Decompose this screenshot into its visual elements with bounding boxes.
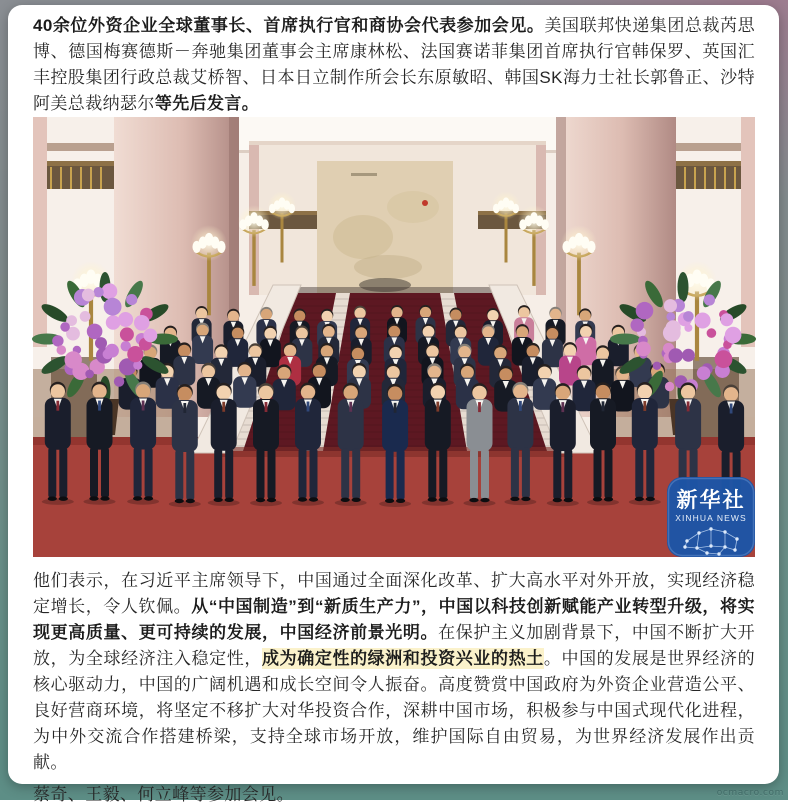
p1-bold-tail: 等先后发言。: [154, 94, 260, 113]
paragraph-1: [33, 13, 755, 117]
p2-text-2: 在保护主义加剧背景下，中国不断扩大开放，为全球经济注入稳定性，: [33, 623, 755, 668]
group-photo-illustration: [33, 117, 755, 557]
p2-text-1: 他们表示，在习近平主席领导下，中国通过全面深化改革、扩大高水平对外开放，实现经济稳定增长，令人钦佩。: [33, 571, 755, 616]
p2-text-3: 。中国的发展是世界经济的核心驱动力，中国的广阔机遇和成长空间令人振奋。高度赞赏中国政府为外资企业营造公平、良好营商环境，将坚定不移扩大对华投资合作，深耕中国市场，积极参与中国式现代化进程，为中外交流合作搭建桥梁，支持全球市场开放，维护国际自由贸易，为世界经济发展作出贡献。: [33, 649, 756, 772]
paragraph-3: 蔡奇、王毅、何立峰等参加会见。: [33, 785, 294, 804]
paragraph-2: [33, 568, 755, 776]
xinhua-badge-en: XINHUA NEWS: [675, 513, 747, 523]
watermark-text: ocmacro.com: [716, 788, 784, 798]
p2-highlighted-phrase: 成为确定性的绿洲和投资兴业的热土: [262, 649, 544, 668]
p1-regular-text: 美国联邦快递集团总裁芮思博、德国梅赛德斯－奔驰集团董事会主席康林松、法国赛诺菲集团首席执行官韩保罗、英国汇丰控股集团行政总裁艾桥智、日本日立制作所会长东原敏昭、韩国SK海力士社长郭鲁正、沙特阿美总裁纳瑟尔: [33, 16, 755, 113]
group-photo[interactable]: [33, 117, 755, 557]
p1-bold-lead: 40余位外资企业全球董事长、首席执行官和商协会代表参加会见。: [33, 16, 545, 35]
xinhua-badge: [667, 477, 755, 557]
xinhua-badge-cn: 新华社: [676, 489, 746, 512]
p2-bold-1: 从“中国制造”到“新质生产力”，中国以科技创新赋能产业转型升级，将实现更高质量、更可持续的发展，中国经济前景光明。: [33, 597, 755, 642]
